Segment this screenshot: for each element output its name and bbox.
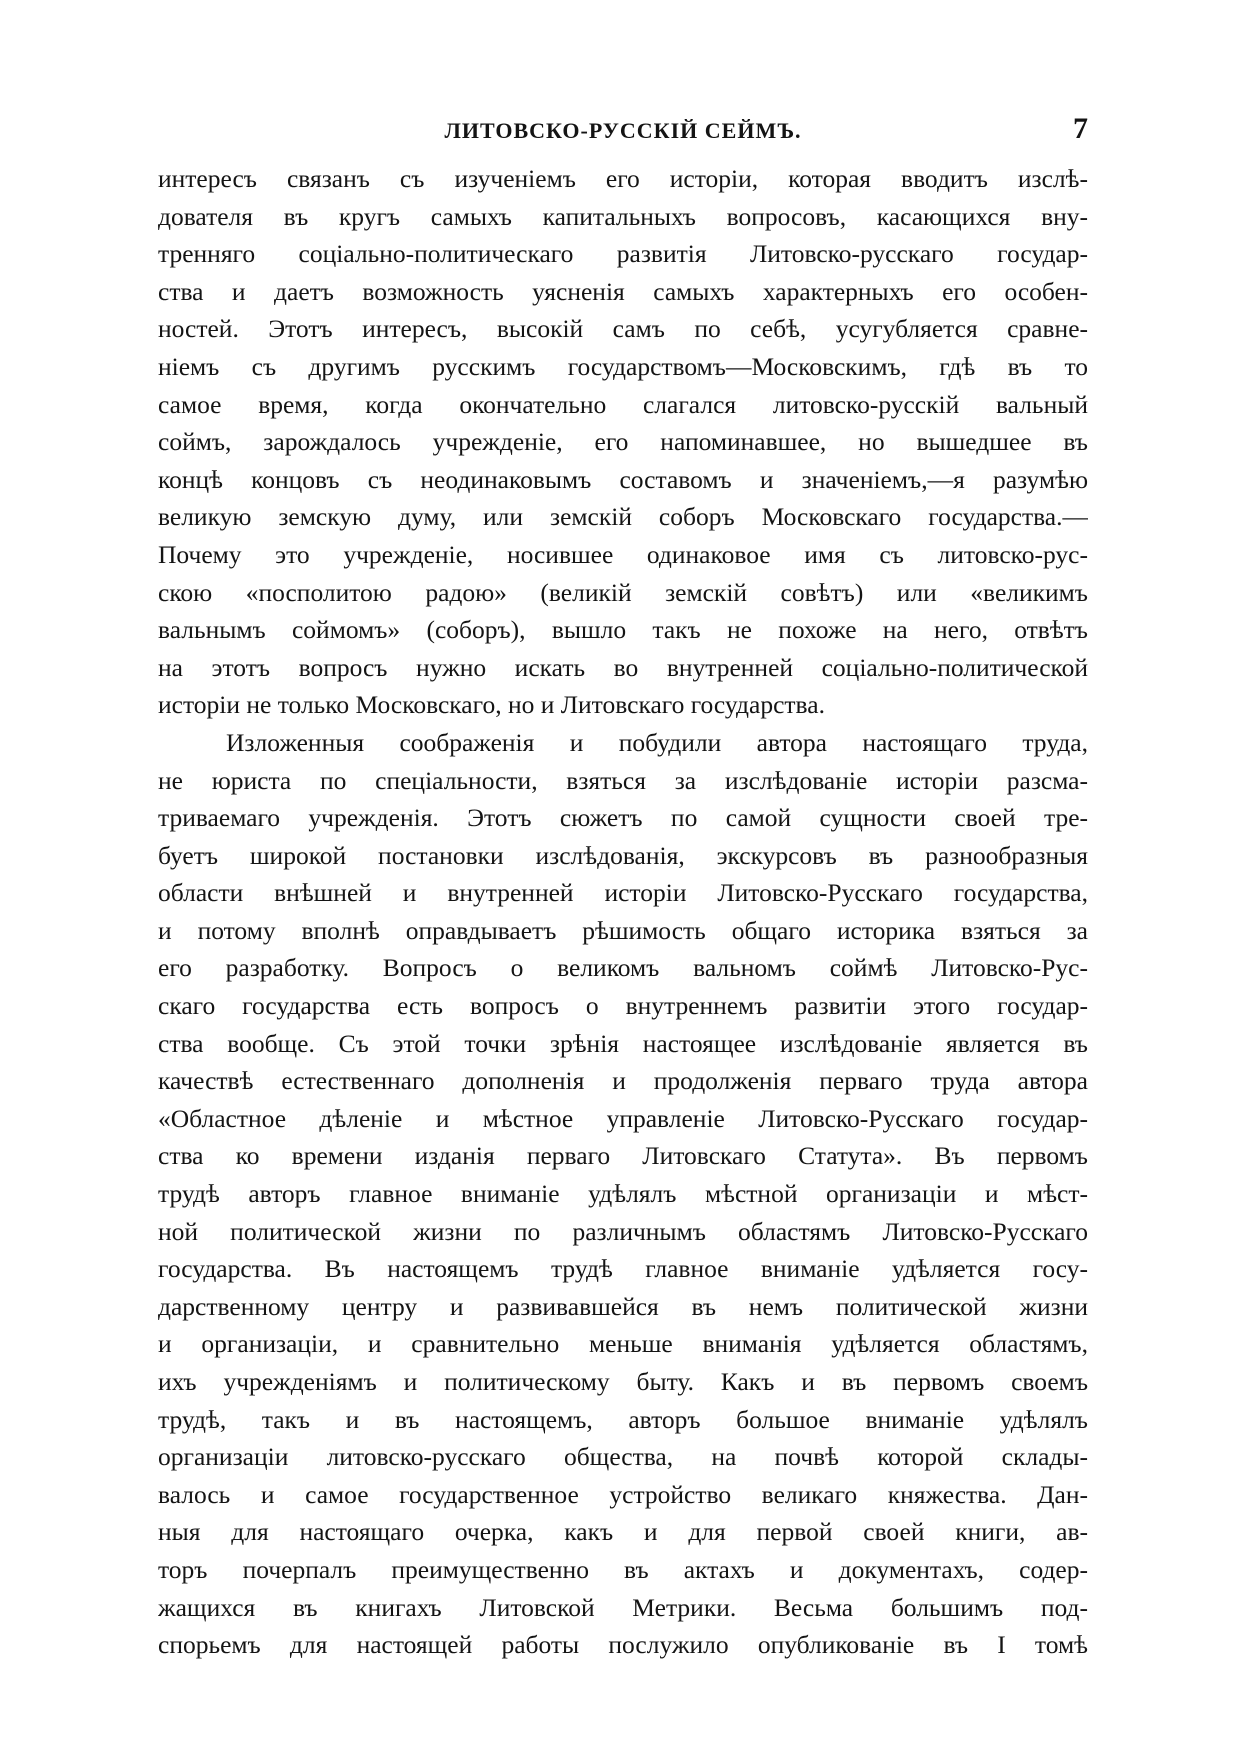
text-line: и потому вполнѣ оправдываетъ рѣшимость общаго историка взяться за: [158, 915, 1088, 945]
text-line: трудѣ авторъ главное вниманіе удѣлялъ мѣстной организаціи и мѣст-: [158, 1179, 1088, 1209]
text-line: не юриста по спеціальности, взяться за изслѣдованіе исторіи разсма-: [158, 765, 1088, 795]
text-line: ной политической жизни по различнымъ областямъ Литовско-Русскаго: [158, 1216, 1088, 1246]
text-line: дарственному центру и развивавшейся въ немъ политической жизни: [158, 1291, 1088, 1321]
text-line: его разработку. Вопросъ о великомъ вальномъ соймѣ Литовско-Рус-: [158, 953, 1088, 983]
text-line: спорьемъ для настоящей работы послужило опубликованіе въ I томѣ: [158, 1630, 1088, 1660]
text-line: организаціи литовско-русскаго общества, на почвѣ которой склады-: [158, 1442, 1088, 1472]
text-line: соймъ, зарождалось учрежденіе, его напоминавшее, но вышедшее въ: [158, 427, 1088, 457]
text-line: жащихся въ книгахъ Литовской Метрики. Весьма большимъ под-: [158, 1592, 1088, 1622]
text-line: и организаціи, и сравнительно меньше вниманія удѣляется областямъ,: [158, 1329, 1088, 1359]
text-line: «Областное дѣленіе и мѣстное управленіе Литовско-Русскаго государ-: [158, 1103, 1088, 1133]
text-line: буетъ широкой постановки изслѣдованія, экскурсовъ въ разнообразныя: [158, 840, 1088, 870]
text-line: скаго государства есть вопросъ о внутреннемъ развитіи этого государ-: [158, 991, 1088, 1021]
text-line: на этотъ вопросъ нужно искать во внутренней соціально-политической: [158, 652, 1088, 682]
text-line: качествѣ естественнаго дополненія и продолженія перваго труда автора: [158, 1066, 1088, 1096]
text-line: ства ко времени изданія перваго Литовскаго Статута». Въ первомъ: [158, 1141, 1088, 1171]
paragraph-start-line: Изложенныя соображенія и побудили автора настоящаго труда,: [226, 727, 1088, 757]
text-line: области внѣшней и внутренней исторіи Литовско-Русскаго государства,: [158, 878, 1088, 908]
text-line: валось и самое государственное устройство великаго княжества. Дан-: [158, 1479, 1088, 1509]
text-line: вальнымъ соймомъ» (соборъ), вышло такъ не похоже на него, отвѣтъ: [158, 615, 1088, 645]
text-line: интересъ связанъ съ изученіемъ его исторіи, которая вводитъ изслѣ-: [158, 164, 1088, 193]
text-line: ства и даетъ возможность уясненія самыхъ характерныхъ его особен-: [158, 276, 1088, 306]
text-line: ныя для настоящаго очерка, какъ и для первой своей книги, ав-: [158, 1517, 1088, 1547]
text-line: дователя въ кругъ самыхъ капитальныхъ вопросовъ, касающихся вну-: [158, 201, 1088, 231]
text-line: торъ почерпалъ преимущественно въ актахъ и документахъ, содер-: [158, 1554, 1088, 1584]
text-line: трудѣ, такъ и въ настоящемъ, авторъ большое вниманіе удѣлялъ: [158, 1404, 1088, 1434]
text-line: Почему это учрежденіе, носившее одинаковое имя съ литовско-рус-: [158, 539, 1088, 569]
text-line: ностей. Этотъ интересъ, высокій самъ по себѣ, усугубляется сравне-: [158, 314, 1088, 344]
text-line: ства вообще. Съ этой точки зрѣнія настоящее изслѣдованіе является въ: [158, 1028, 1088, 1058]
paragraph-end-line: исторіи не только Московскаго, но и Литовскаго государства.: [158, 690, 825, 720]
text-line: тренняго соціально-политическаго развитія Литовско-русскаго государ-: [158, 239, 1088, 269]
text-line: триваемаго учрежденія. Этотъ сюжетъ по самой сущности своей тре-: [158, 803, 1088, 833]
text-line: ихъ учрежденіямъ и политическому быту. Какъ и въ первомъ своемъ: [158, 1367, 1088, 1396]
text-line: самое время, когда окончательно слагался литовско-русскій вальный: [158, 389, 1088, 419]
text-line: ніемъ съ другимъ русскимъ государствомъ—Московскимъ, гдѣ въ то: [158, 351, 1088, 381]
page-header: [158, 112, 1088, 152]
body-text: [158, 160, 1088, 1664]
text-line: государства. Въ настоящемъ трудѣ главное вниманіе удѣляется госу-: [158, 1254, 1088, 1284]
page-number: 7: [1073, 112, 1088, 145]
text-line: скою «посполитою радою» (великій земскій совѣтъ) или «великимъ: [158, 577, 1088, 607]
text-line: великую земскую думу, или земскій соборъ Московскаго государства.—: [158, 502, 1088, 532]
text-line: концѣ концовъ съ неодинаковымъ составомъ и значеніемъ,—я разумѣю: [158, 464, 1088, 494]
running-title: ЛИТОВСКО-РУССКІЙ СЕЙМЪ.: [444, 118, 802, 143]
